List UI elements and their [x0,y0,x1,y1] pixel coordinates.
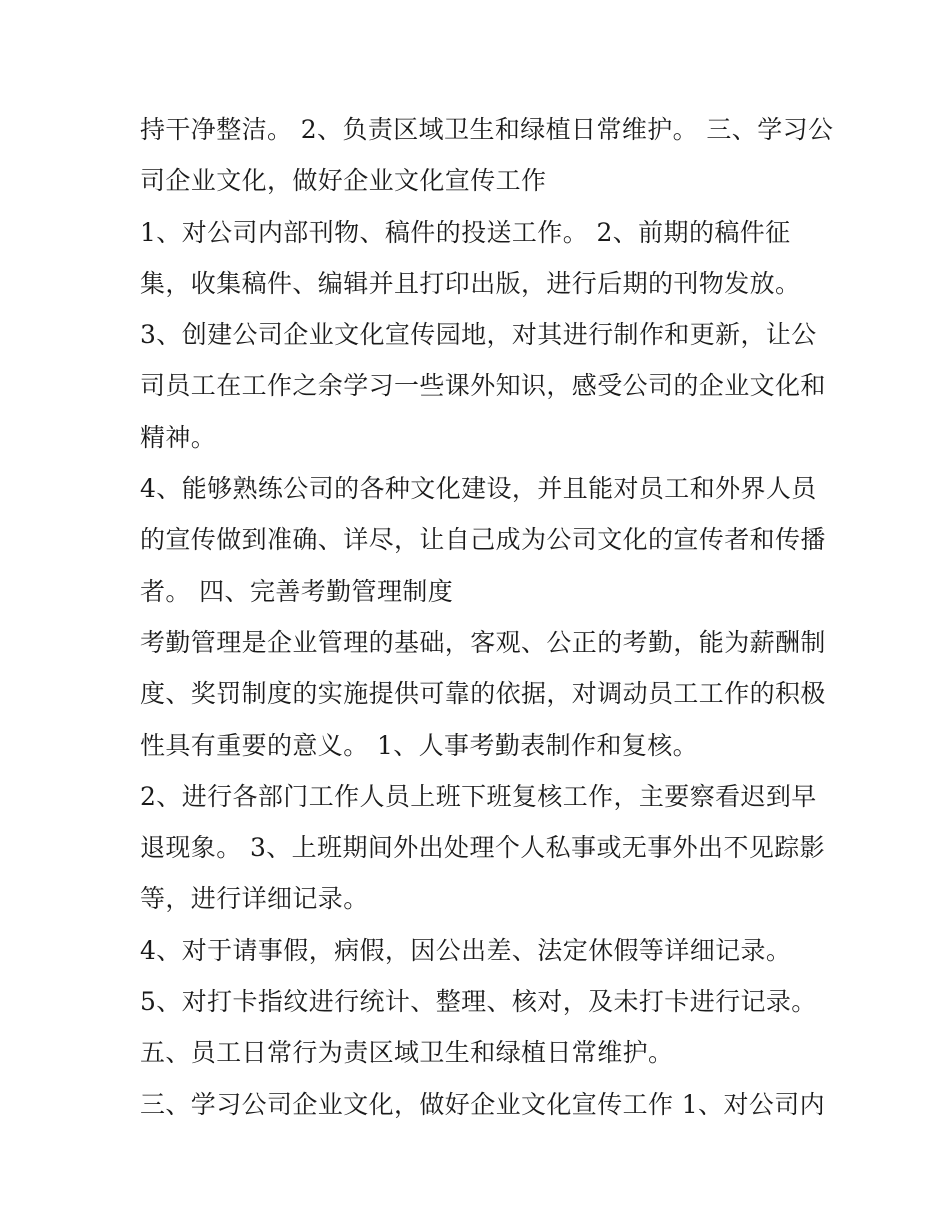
text-line: 五、员工日常行为责区域卫生和绿植日常维护。 [140,1038,674,1068]
text-line: 4、对于请事假，病假，因公出差、法定休假等详细记录。 [140,935,792,965]
text-line: 的宣传做到准确、详尽，让自己成为公司文化的宣传者和传播 [140,525,826,555]
text-line: 1、对公司内部刊物、稿件的投送工作。 2、前期的稿件征 [140,217,791,247]
text-line: 等，进行详细记录。 [140,884,369,914]
text-line: 退现象。 3、上班期间外出处理个人私事或无事外出不见踪影 [140,833,826,863]
text-line: 3、创建公司企业文化宣传园地，对其进行制作和更新，让公 [140,320,817,350]
text-line: 2、进行各部门工作人员上班下班复核工作，主要察看迟到早 [140,781,817,811]
text-line: 三、学习公司企业文化，做好企业文化宣传工作 1、对公司内 [140,1089,826,1119]
text-line: 性具有重要的意义。 1、人事考勤表制作和复核。 [140,730,699,760]
text-line: 度、奖罚制度的实施提供可靠的依据，对调动员工工作的积极 [140,679,826,709]
text-line: 持干净整洁。 2、负责区域卫生和绿植日常维护。 三、学习公 [140,115,834,144]
text-line: 精神。 [140,422,217,452]
document-body [140,104,834,1130]
text-line: 4、能够熟练公司的各种文化建设，并且能对员工和外界人员 [140,474,817,504]
text-line: 司企业文化，做好企业文化宣传工作 [140,166,547,196]
text-line: 者。 四、完善考勤管理制度 [140,576,454,606]
text-line: 5、对打卡指纹进行统计、整理、核对，及未打卡进行记录。 [140,987,817,1017]
text-line: 集，收集稿件、编辑并且打印出版，进行后期的刊物发放。 [140,268,801,298]
text-line: 考勤管理是企业管理的基础，客观、公正的考勤，能为薪酬制 [140,627,826,657]
text-line: 司员工在工作之余学习一些课外知识，感受公司的企业文化和 [140,371,826,401]
